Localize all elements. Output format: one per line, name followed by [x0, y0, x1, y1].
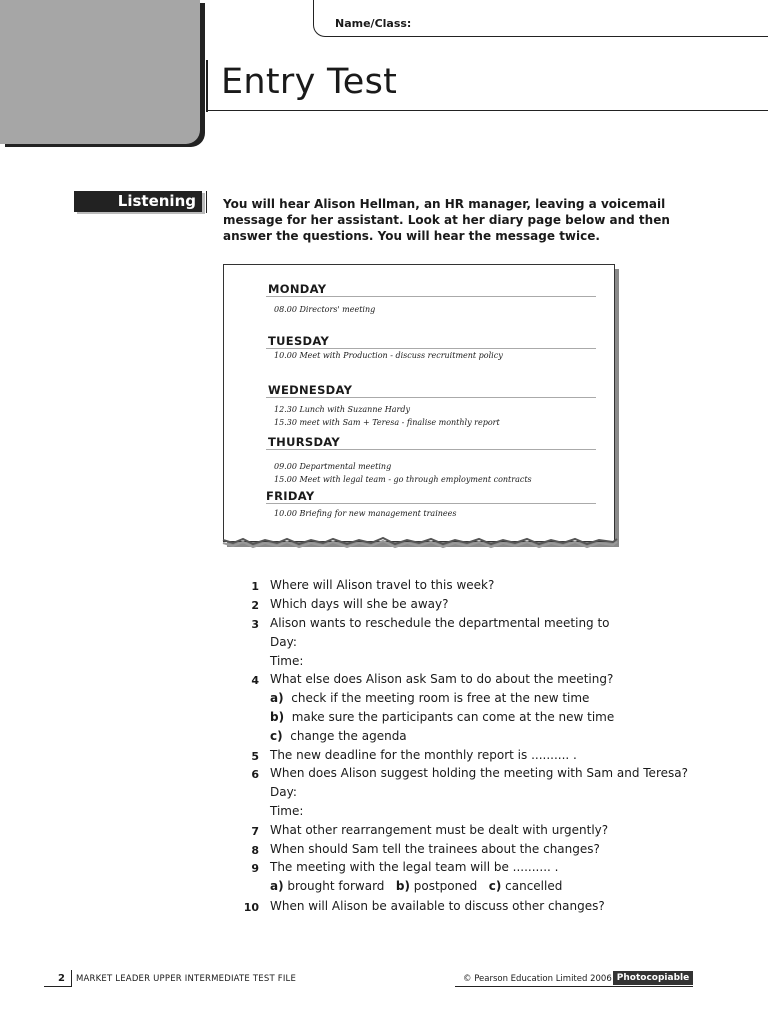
diary-day: MONDAY	[268, 282, 327, 296]
title-divider	[206, 60, 208, 112]
option-text: check if the meeting room is free at the new time	[291, 691, 590, 705]
option-text: change the agenda	[290, 729, 407, 743]
question-text: When does Alison suggest holding the meeting with Sam and Teresa?	[270, 766, 688, 780]
question-number: 2	[251, 599, 259, 612]
diary-day: WEDNESDAY	[268, 383, 353, 397]
section-tab-listening	[74, 191, 202, 212]
photocopiable-badge: Photocopiable	[613, 971, 693, 985]
option-letter: c)	[270, 729, 283, 743]
question-text: When should Sam tell the trainees about the changes?	[270, 842, 600, 856]
page-title: Entry Test	[221, 62, 398, 102]
diary-rule	[266, 449, 596, 450]
question-number: 8	[251, 844, 259, 857]
diary-torn-edge	[221, 535, 619, 549]
answer-label-time: Time:	[270, 804, 304, 818]
option-text: brought forward	[287, 879, 385, 893]
section-label: Listening	[117, 192, 196, 210]
option-letter: a)	[270, 879, 284, 893]
diary-entry: 12.30 Lunch with Suzanne Hardy	[274, 405, 410, 414]
inline-options	[270, 879, 562, 893]
diary-entry: 10.00 Briefing for new management trainees	[274, 509, 457, 518]
section-divider	[206, 191, 207, 213]
diary-rule	[266, 296, 596, 297]
question-text: When will Alison be available to discuss other changes?	[270, 899, 605, 913]
diary-entry: 08.00 Directors' meeting	[274, 305, 376, 314]
question-number: 4	[251, 674, 259, 687]
diary-entry: 15.30 meet with Sam + Teresa - finalise monthly report	[274, 418, 500, 427]
option-text: make sure the participants can come at the new time	[291, 710, 615, 724]
page-number: 2	[58, 973, 65, 984]
question-number: 6	[251, 768, 259, 781]
question-text: The meeting with the legal team will be .......... .	[270, 860, 559, 874]
option-letter: c)	[488, 879, 502, 893]
answer-label-time: Time:	[270, 654, 304, 668]
diary-day: FRIDAY	[266, 489, 315, 503]
title-rule	[207, 110, 768, 111]
diary-day: TUESDAY	[268, 334, 330, 348]
diary-page	[223, 264, 615, 542]
diary-rule	[266, 503, 596, 504]
option-letter: b)	[270, 710, 285, 724]
question-number: 10	[243, 901, 259, 914]
question-text: What other rearrangement must be dealt with urgently?	[270, 823, 609, 837]
question-number: 3	[251, 618, 259, 631]
question-number: 1	[251, 580, 259, 593]
question-text: Alison wants to reschedule the departmental meeting to	[270, 616, 610, 630]
answer-label-day: Day:	[270, 635, 297, 649]
answer-label-day: Day:	[270, 785, 297, 799]
footer-divider	[71, 970, 72, 987]
option-letter: a)	[270, 691, 284, 705]
footer-rule-left	[44, 986, 72, 987]
diary-entry: 15.00 Meet with legal team - go through employment contracts	[274, 475, 532, 484]
option-c	[270, 729, 407, 743]
question-text: What else does Alison ask Sam to do about the meeting?	[270, 672, 614, 686]
question-text: Where will Alison travel to this week?	[270, 578, 495, 592]
question-number: 5	[251, 750, 259, 763]
diary-rule	[266, 397, 596, 398]
diary-rule	[266, 348, 596, 349]
header-gray-block	[0, 0, 200, 144]
option-a	[270, 691, 589, 705]
footer-rule-right	[455, 986, 693, 987]
name-class-label: Name/Class:	[335, 17, 412, 30]
copyright: © Pearson Education Limited 2006	[463, 974, 612, 984]
option-text: cancelled	[505, 879, 563, 893]
option-text: postponed	[413, 879, 478, 893]
option-letter: b)	[395, 879, 410, 893]
diary-entry: 10.00 Meet with Production - discuss recruitment policy	[274, 351, 503, 360]
question-text: Which days will she be away?	[270, 597, 449, 611]
diary-day: THURSDAY	[268, 435, 341, 449]
question-text: The new deadline for the monthly report is .......... .	[270, 748, 577, 762]
option-b	[270, 710, 614, 724]
question-number: 9	[251, 862, 259, 875]
book-title: MARKET LEADER UPPER INTERMEDIATE TEST FILE	[76, 974, 297, 984]
instructions: You will hear Alison Hellman, an HR manager, leaving a voicemail message for her assistant. Look at her diary page below and then answer the questions. You will hear the message twice.	[223, 197, 670, 243]
diary-entry: 09.00 Departmental meeting	[274, 462, 392, 471]
question-number: 7	[251, 825, 259, 838]
